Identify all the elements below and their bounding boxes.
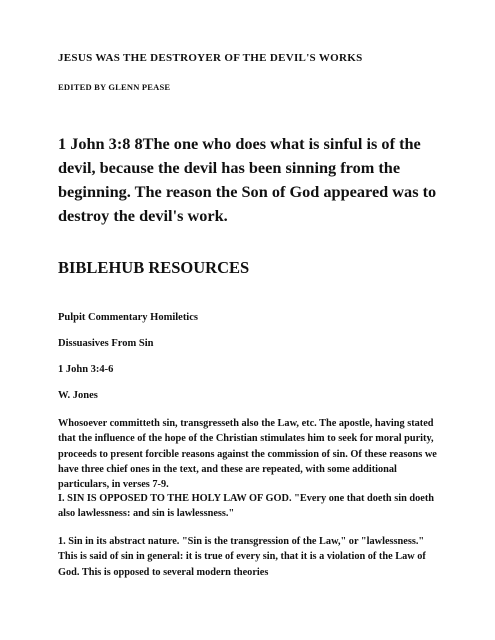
- document-title: JESUS WAS THE DESTROYER OF THE DEVIL'S WORKS: [58, 52, 363, 64]
- editor-credit: EDITED BY GLENN PEASE: [58, 82, 171, 92]
- body-paragraph: Whosoever committeth sin, transgresseth also the Law, etc. The apostle, having stated that the influence of the hope of the Christian stimulates him to seek for moral purity, proceeds to present forcible reasons against the commission of sin. Of these reasons we have three chief ones in the text, and these are repeated, with some additional particulars, in verses 7-9.: [58, 418, 437, 491]
- sermon-subtitle: Dissuasives From Sin: [58, 338, 154, 349]
- author-name: W. Jones: [58, 390, 98, 401]
- body-paragraph: 1. Sin in its abstract nature. "Sin is the transgression of the Law," or "lawlessness." This is said of sin in general: it is true of every sin, that it is a violation of the Law of God. This is opposed to several modern theories: [58, 536, 426, 578]
- source-label: Pulpit Commentary Homiletics: [58, 312, 198, 323]
- scripture-reference: 1 John 3:4-6: [58, 364, 114, 375]
- section-heading: BIBLEHUB RESOURCES: [58, 258, 250, 277]
- body-paragraph: I. SIN IS OPPOSED TO THE HOLY LAW OF GOD. "Every one that doeth sin doeth also lawlessness: and sin is lawlessness.": [58, 493, 435, 520]
- scripture-verse: 1 John 3:8 8The one who does what is sinful is of the devil, because the devil has been sinning from the beginning. The reason the Son of God appeared was to destroy the devil's work.: [58, 134, 437, 225]
